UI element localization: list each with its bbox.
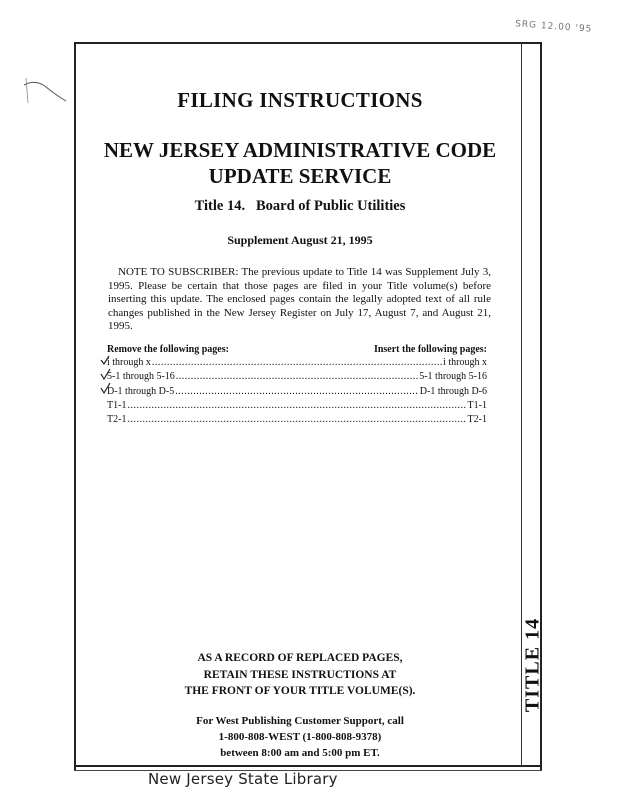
customer-support — [80, 713, 520, 761]
leader-dots — [176, 370, 418, 384]
remove-pages: i through x — [107, 357, 151, 368]
code-heading-line2: UPDATE SERVICE — [208, 164, 392, 188]
leader-dots — [175, 385, 419, 399]
leader-dots — [127, 413, 466, 427]
side-tab-label: TITLE 14 — [521, 617, 544, 713]
frame-top-border — [74, 42, 542, 44]
remove-pages: T2-1 — [107, 414, 127, 426]
insert-header: Insert the following pages: — [373, 344, 487, 355]
table-row — [107, 399, 487, 413]
pages-table — [107, 356, 487, 427]
remove-pages: D-1 through D-5 — [107, 385, 175, 397]
frame-left-border — [74, 42, 76, 770]
checkmark-icon — [100, 355, 114, 401]
supplement-date: Supplement August 21, 1995 — [227, 233, 373, 247]
code-heading — [80, 137, 520, 189]
insert-pages: 5-1 through 5-16 — [419, 371, 487, 383]
table-row — [107, 385, 487, 399]
table-row — [107, 370, 487, 384]
handwritten-note: SRG 12.00 '95 — [514, 19, 593, 35]
insert-pages: T2-1 — [467, 414, 487, 426]
support-phone: 1-800-808-WEST (1-800-808-9378) — [218, 731, 382, 743]
record-line1: AS A RECORD OF REPLACED PAGES, — [197, 652, 403, 664]
insert-pages: D-1 through D-6 — [419, 385, 487, 397]
table-row — [107, 413, 487, 427]
page-title: FILING INSTRUCTIONS — [177, 88, 423, 112]
record-line3: THE FRONT OF YOUR TITLE VOLUME(S). — [184, 685, 416, 697]
remove-header: Remove the following pages: — [107, 344, 229, 355]
insert-pages: T1-1 — [467, 399, 487, 411]
code-heading-line1: NEW JERSEY ADMINISTRATIVE CODE — [103, 138, 497, 162]
library-stamp: New Jersey State Library — [148, 770, 338, 788]
leader-dots — [152, 356, 442, 370]
insert-pages: i through x — [443, 357, 487, 368]
record-line2: RETAIN THESE INSTRUCTIONS AT — [203, 668, 397, 681]
table-row — [107, 356, 487, 370]
side-tab — [518, 617, 548, 713]
subscriber-note: NOTE TO SUBSCRIBER: The previous update to Title 14 was Supplement July 3, 1995. Please be certain that those pages are filed in your Title volume(s) before inserting this update. The enclosed pages contain the legally adopted text of all rule changes published in the New Jersey Register on July 17, August 7, and August 21, 1995. — [108, 266, 491, 333]
record-instructions — [80, 650, 520, 700]
frame-bottom-border — [74, 765, 542, 767]
margin-scribble — [22, 75, 70, 105]
remove-pages: T1-1 — [107, 399, 127, 411]
remove-pages: 5-1 through 5-16 — [107, 371, 175, 383]
support-hours: between 8:00 am and 5:00 pm ET. — [220, 747, 380, 759]
leader-dots — [127, 399, 466, 413]
title-heading: Title 14. Board of Public Utilities — [194, 198, 406, 214]
support-line1: For West Publishing Customer Support, call — [196, 715, 404, 727]
